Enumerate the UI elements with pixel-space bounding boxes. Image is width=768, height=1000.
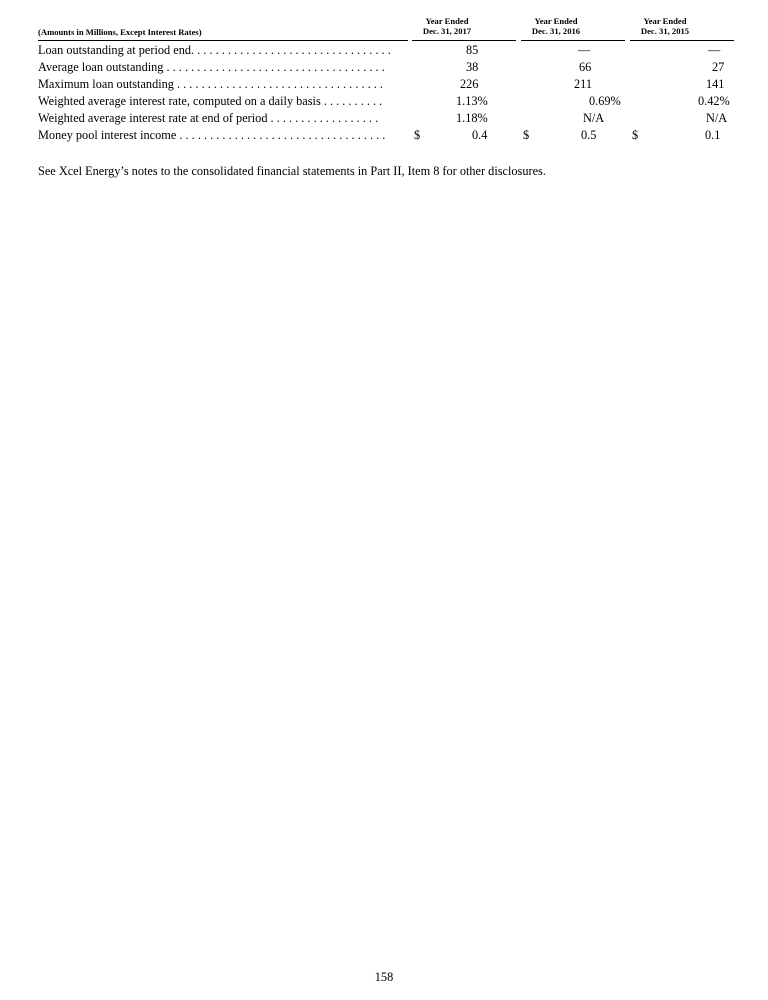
value-2015: 27 <box>712 60 725 74</box>
value-2017: 1.18% <box>456 111 488 125</box>
column-header-2017: Year Ended Dec. 31, 2017 <box>422 16 472 36</box>
table-row-weighted-end-rate <box>38 110 734 127</box>
disclosure-note: See Xcel Energy’s notes to the consolidated financial statements in Part II, Item 8 for other disclosures. <box>38 164 546 178</box>
row-label: Loan outstanding at period end. . . . . . . . . . . . . . . . . . . . . . . . . . . . . . . . . <box>38 43 391 57</box>
value-2017: 0.4 <box>472 128 488 142</box>
table-row-maximum-loan <box>38 76 734 93</box>
value-2016: 0.69% <box>589 94 621 108</box>
header-rule-2015 <box>630 40 734 41</box>
value-2016: 0.5 <box>581 128 597 142</box>
row-label: Money pool interest income . . . . . . . . . . . . . . . . . . . . . . . . . . . . . . . . . . <box>38 128 386 142</box>
value-2015: 141 <box>706 77 725 91</box>
page-number: 158 <box>374 970 394 984</box>
value-2015: 0.1 <box>705 128 721 142</box>
currency-symbol-2017: $ <box>414 128 421 142</box>
table-header-label: (Amounts in Millions, Except Interest Rates) <box>38 27 202 37</box>
value-2017: 226 <box>460 77 479 91</box>
row-label: Average loan outstanding . . . . . . . . . . . . . . . . . . . . . . . . . . . . . . . . . . . . <box>38 60 385 74</box>
value-2015: — <box>708 43 721 57</box>
table-row-weighted-daily-rate <box>38 93 734 110</box>
header-rule-2017 <box>412 40 516 41</box>
column-header-2015: Year Ended Dec. 31, 2015 <box>640 16 690 36</box>
row-label: Maximum loan outstanding . . . . . . . . . . . . . . . . . . . . . . . . . . . . . . . . . . <box>38 77 383 91</box>
currency-symbol-2015: $ <box>632 128 639 142</box>
value-2017: 1.13% <box>456 94 488 108</box>
table-row-average-loan <box>38 59 734 76</box>
value-2017: 85 <box>466 43 479 57</box>
currency-symbol-2016: $ <box>523 128 530 142</box>
header-rule-label <box>38 40 408 41</box>
value-2016: 211 <box>574 77 592 91</box>
value-2016: — <box>578 43 591 57</box>
table-row-loan-outstanding <box>38 42 734 59</box>
value-2016: 66 <box>579 60 592 74</box>
value-2016: N/A <box>583 111 605 125</box>
value-2017: 38 <box>466 60 479 74</box>
row-label: Weighted average interest rate, computed on a daily basis . . . . . . . . . . <box>38 94 383 108</box>
row-label: Weighted average interest rate at end of period . . . . . . . . . . . . . . . . . . <box>38 111 379 125</box>
value-2015: N/A <box>706 111 728 125</box>
header-rule-2016 <box>521 40 625 41</box>
value-2015: 0.42% <box>698 94 730 108</box>
column-header-2016: Year Ended Dec. 31, 2016 <box>531 16 581 36</box>
table-row-money-pool-income <box>38 127 734 144</box>
